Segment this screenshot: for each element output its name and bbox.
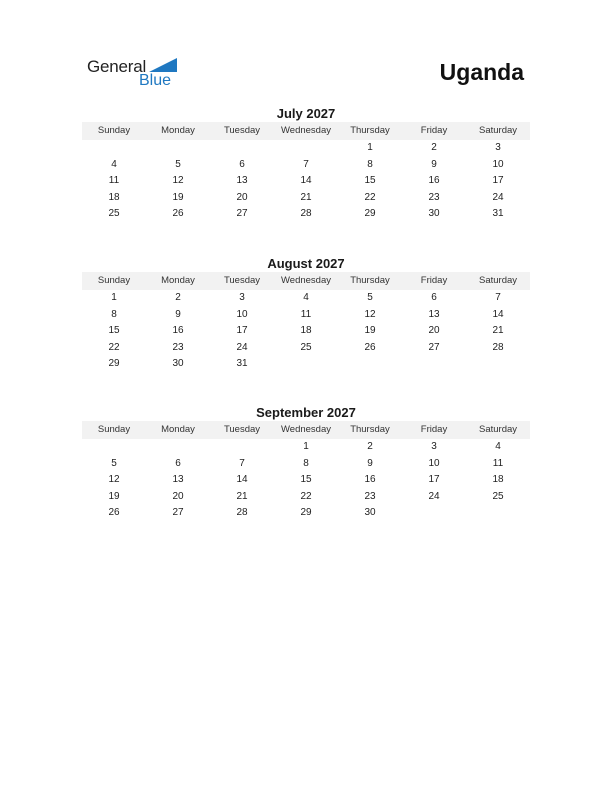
day-cell: 8: [111, 308, 117, 320]
month-title: September 2027: [256, 405, 356, 420]
day-cell: 20: [428, 325, 440, 337]
day-cell: 5: [111, 457, 117, 469]
weekday-header: Saturday: [466, 272, 530, 290]
day-cell: 24: [236, 341, 248, 353]
month-september: [82, 405, 530, 522]
day-cell: 3: [495, 142, 501, 153]
day-cell: 2: [431, 142, 437, 153]
day-cell: 8: [367, 158, 373, 170]
day-cell: 19: [108, 490, 120, 502]
day-cell: 1: [367, 142, 373, 153]
weekday-header: Friday: [402, 421, 466, 439]
day-cell: 16: [428, 175, 440, 187]
day-cell: 10: [492, 158, 504, 170]
day-cell: 7: [303, 158, 309, 170]
day-cell: 1: [111, 292, 117, 303]
day-cell: 9: [175, 308, 181, 320]
logo-text-general: General: [87, 57, 147, 76]
day-cell: 2: [175, 292, 181, 303]
day-cell: 4: [111, 158, 117, 170]
day-cell: [210, 140, 274, 157]
day-cell: 10: [236, 308, 248, 320]
day-cell: 3: [239, 292, 245, 303]
day-cell: 21: [300, 191, 312, 203]
day-cell: 1: [303, 441, 309, 452]
day-cell: 24: [492, 191, 504, 203]
day-cell: 13: [172, 474, 184, 486]
day-cell: 23: [172, 341, 184, 353]
day-cell: 6: [239, 158, 245, 170]
weekday-header: Monday: [146, 421, 210, 439]
day-cell: 28: [236, 507, 248, 519]
day-cell: 15: [108, 325, 120, 337]
day-cell: 25: [492, 490, 504, 502]
day-cell: 7: [239, 457, 245, 469]
month-august: [82, 256, 530, 373]
weekday-header: Friday: [402, 272, 466, 290]
day-cell: [402, 356, 466, 373]
day-cell: 27: [172, 507, 184, 519]
day-cell: 30: [172, 358, 184, 370]
day-cell: 13: [428, 308, 440, 320]
day-cell: 18: [108, 191, 120, 203]
day-cell: 5: [175, 158, 181, 170]
day-cell: 7: [495, 292, 501, 303]
day-cell: 14: [492, 308, 504, 320]
day-cell: 10: [428, 457, 440, 469]
day-cell: 15: [364, 175, 376, 187]
weekday-header: Monday: [146, 272, 210, 290]
weekday-header: Sunday: [82, 272, 146, 290]
day-cell: 20: [236, 191, 248, 203]
weekday-header: Sunday: [82, 122, 146, 140]
logo-triangle-icon: [149, 58, 177, 72]
day-cell: 22: [364, 191, 376, 203]
day-cell: 16: [364, 474, 376, 486]
day-cell: 18: [300, 325, 312, 337]
day-cell: 15: [300, 474, 312, 486]
day-cell: 12: [364, 308, 376, 320]
weekday-header: Thursday: [338, 272, 402, 290]
day-cell: 30: [428, 208, 440, 220]
day-cell: 23: [364, 490, 376, 502]
day-cell: 29: [108, 358, 120, 370]
day-cell: 2: [367, 441, 373, 452]
day-cell: 31: [236, 358, 248, 370]
weekday-header: Monday: [146, 122, 210, 140]
weekday-header: Friday: [402, 122, 466, 140]
day-cell: [466, 505, 530, 522]
weekday-header: Saturday: [466, 421, 530, 439]
day-cell: 6: [431, 292, 437, 303]
day-cell: 31: [492, 208, 504, 220]
month-grid: [82, 272, 530, 373]
logo-text-blue: Blue: [139, 72, 172, 89]
day-cell: 12: [172, 175, 184, 187]
day-cell: 21: [236, 490, 248, 502]
country-title: Uganda: [439, 59, 524, 85]
month-title: July 2027: [276, 106, 336, 121]
day-cell: 18: [492, 474, 504, 486]
day-cell: 16: [172, 325, 184, 337]
day-cell: 17: [236, 325, 248, 337]
day-cell: 9: [367, 457, 373, 469]
day-cell: 4: [303, 292, 309, 303]
day-cell: [338, 356, 402, 373]
weekday-header: Wednesday: [274, 272, 338, 290]
day-cell: 5: [367, 292, 373, 303]
month-grid: [82, 122, 530, 223]
day-cell: [466, 356, 530, 373]
weekday-header: Thursday: [338, 421, 402, 439]
day-cell: [146, 140, 210, 157]
month-july: [82, 106, 530, 223]
day-cell: 29: [364, 208, 376, 220]
day-cell: 19: [364, 325, 376, 337]
day-cell: 9: [431, 158, 437, 170]
day-cell: 27: [236, 208, 248, 220]
day-cell: 28: [300, 208, 312, 220]
day-cell: 25: [300, 341, 312, 353]
day-cell: 19: [172, 191, 184, 203]
day-cell: 22: [108, 341, 120, 353]
weekday-header: Wednesday: [274, 421, 338, 439]
day-cell: 21: [492, 325, 504, 337]
day-cell: 30: [364, 507, 376, 519]
day-cell: [274, 140, 338, 157]
weekday-header: Saturday: [466, 122, 530, 140]
day-cell: 26: [364, 341, 376, 353]
weekday-header: Tuesday: [210, 421, 274, 439]
day-cell: 22: [300, 490, 312, 502]
weekday-header: Tuesday: [210, 122, 274, 140]
month-title: August 2027: [267, 256, 345, 271]
day-cell: [82, 439, 146, 456]
day-cell: 6: [175, 457, 181, 469]
day-cell: 17: [428, 474, 440, 486]
day-cell: 25: [108, 208, 120, 220]
day-cell: 28: [492, 341, 504, 353]
day-cell: [274, 356, 338, 373]
weekday-header: Sunday: [82, 421, 146, 439]
generalblue-logo: [87, 55, 187, 95]
day-cell: 14: [300, 175, 312, 187]
day-cell: 17: [492, 175, 504, 187]
day-cell: [402, 505, 466, 522]
day-cell: 29: [300, 507, 312, 519]
weekday-header: Thursday: [338, 122, 402, 140]
month-grid: [82, 421, 530, 522]
day-cell: 8: [303, 457, 309, 469]
day-cell: 14: [236, 474, 248, 486]
day-cell: 4: [495, 441, 501, 452]
day-cell: 12: [108, 474, 120, 486]
day-cell: 20: [172, 490, 184, 502]
day-cell: 26: [172, 208, 184, 220]
day-cell: 11: [108, 175, 120, 187]
day-cell: 26: [108, 507, 120, 519]
weekday-header: Tuesday: [210, 272, 274, 290]
day-cell: 27: [428, 341, 440, 353]
day-cell: 11: [300, 308, 312, 320]
day-cell: 13: [236, 175, 248, 187]
day-cell: 11: [492, 457, 504, 469]
day-cell: [146, 439, 210, 456]
day-cell: [210, 439, 274, 456]
day-cell: 24: [428, 490, 440, 502]
day-cell: 3: [431, 441, 437, 452]
day-cell: [82, 140, 146, 157]
day-cell: 23: [428, 191, 440, 203]
weekday-header: Wednesday: [274, 122, 338, 140]
